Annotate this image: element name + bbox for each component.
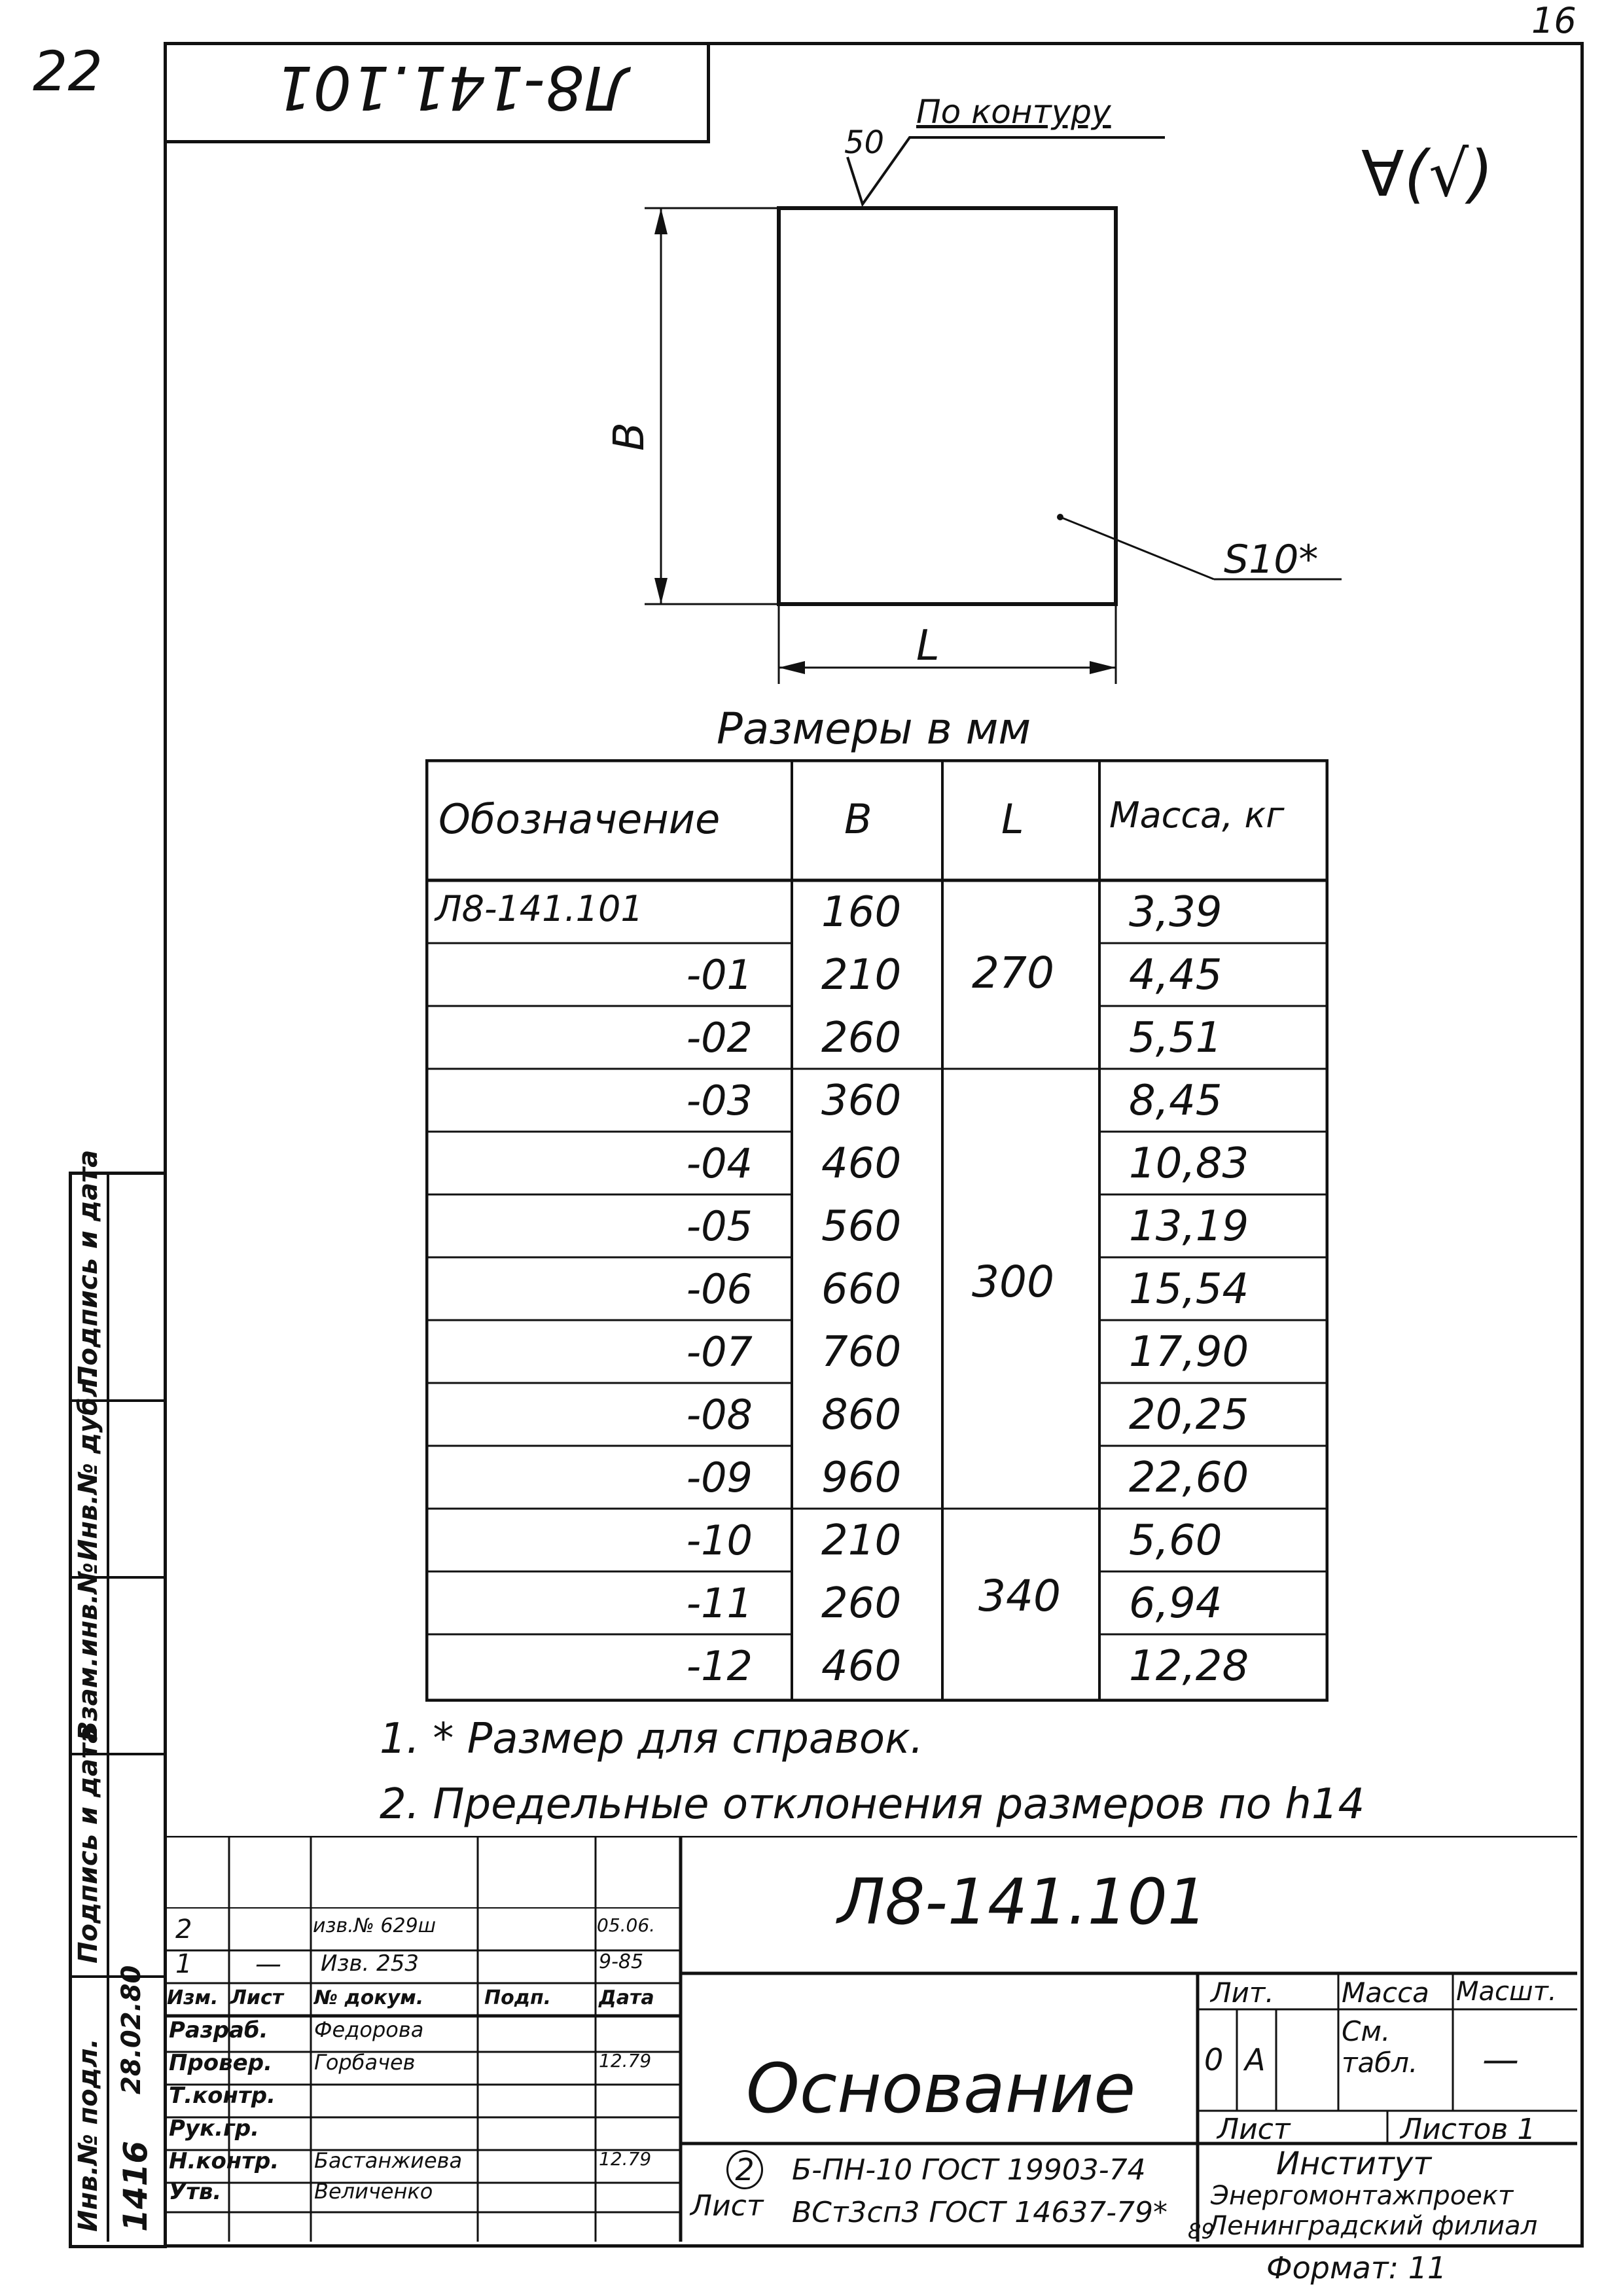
material-line1: Б-ПН-10 ГОСТ 19903-74: [792, 2153, 1146, 2187]
table-cell-mass: 12,28: [1129, 1642, 1249, 1691]
header-designation: Обозначение: [438, 795, 721, 843]
rev-row-1-dash: —: [255, 1949, 281, 1979]
table-cell-designation: -10: [686, 1516, 753, 1564]
side-inv-number: 1416: [116, 2140, 154, 2232]
table-cell-mass: 13,19: [1129, 1202, 1249, 1251]
table-cell-b: 960: [821, 1454, 902, 1502]
header-mass: Масса, кг: [1109, 795, 1285, 836]
table-cell-designation: -11: [686, 1579, 753, 1627]
thickness-label: S10*: [1224, 537, 1319, 583]
l-group-300: 300: [972, 1257, 1054, 1307]
role-label: Рук.гр.: [169, 2115, 260, 2142]
side-sign-date: 28.02.80: [116, 1965, 147, 2094]
table-cell-b: 760: [821, 1328, 902, 1376]
table-cell-designation: -07: [686, 1328, 753, 1376]
rev-header-izm: Изм.: [167, 1986, 219, 2009]
table-cell-designation: -02: [686, 1014, 753, 1062]
roughness-note: По контуру: [916, 93, 1111, 131]
header-l: L: [1001, 795, 1024, 843]
table-cell-designation: -03: [686, 1077, 753, 1124]
rev-row-2-date: 05.06.: [597, 1914, 656, 1936]
table-cell-mass: 4,45: [1129, 951, 1222, 999]
lit-value-1: А: [1245, 2042, 1266, 2077]
sheet-label: Лист: [1217, 2113, 1291, 2146]
table-cell-designation: -05: [686, 1202, 753, 1250]
material-prefix: Лист: [690, 2189, 764, 2223]
roughness-value: 50: [844, 124, 885, 161]
role-label: Провер.: [169, 2050, 272, 2076]
material-suffix: 89: [1188, 2219, 1215, 2244]
rev-header-doc: № докум.: [314, 1986, 424, 2009]
table-cell-mass: 5,51: [1129, 1014, 1222, 1062]
table-cell-b: 860: [821, 1391, 902, 1439]
table-cell-designation: -12: [686, 1642, 753, 1690]
role-date: 12.79: [599, 2148, 652, 2170]
lit-value-0: 0: [1204, 2042, 1224, 2077]
lit-header: Лит.: [1211, 1977, 1274, 2009]
org-line1: Институт: [1276, 2145, 1432, 2182]
table-cell-b: 460: [821, 1139, 902, 1188]
side-label-sign-date: Подпись и дата: [73, 1725, 103, 1964]
rev-row-1-doc: Изв. 253: [321, 1950, 419, 1977]
material-line2: ВСт3сп3 ГОСТ 14637-79*: [792, 2196, 1168, 2229]
role-name: Федорова: [314, 2017, 424, 2042]
side-label-inv: Инв.№ подл.: [73, 2038, 103, 2232]
note-1: 1. * Размер для справок.: [380, 1715, 923, 1763]
l-group-270: 270: [972, 948, 1054, 998]
size-table: [425, 759, 1329, 1702]
top-code-mirrored: Л8-141.101: [275, 52, 630, 122]
side-label-dubl: Инв.№ дубл.: [73, 1368, 103, 1561]
table-cell-mass: 20,25: [1129, 1391, 1249, 1439]
dim-width-label: L: [916, 622, 940, 670]
table-cell-mass: 6,94: [1129, 1579, 1222, 1628]
table-cell-mass: 5,60: [1129, 1516, 1222, 1565]
mass-header: Масса: [1342, 1977, 1429, 2009]
table-cell-b: 260: [821, 1579, 902, 1628]
table-cell-b: 460: [821, 1642, 902, 1691]
sheets-label: Листов 1: [1400, 2113, 1536, 2146]
role-label: Т.контр.: [169, 2083, 276, 2109]
table-cell-mass: 3,39: [1129, 888, 1222, 937]
format-label: Формат: 11: [1266, 2250, 1447, 2286]
note-2: 2. Предельные отклонения размеров по h14: [380, 1780, 1365, 1829]
side-label-vzam: Взам.инв.№: [73, 1562, 103, 1741]
table-cell-designation: -01: [686, 951, 753, 999]
role-name: Величенко: [314, 2179, 433, 2204]
title-name: Основание: [746, 2049, 1136, 2128]
org-line3: Ленинградский филиал: [1207, 2211, 1538, 2241]
roughness-mark: [847, 137, 1165, 204]
org-line2: Энергомонтажпроект: [1211, 2181, 1514, 2211]
rev-row-1-n: 1: [175, 1949, 192, 1979]
role-label: Разраб.: [169, 2017, 268, 2043]
role-label: Н.контр.: [169, 2148, 279, 2174]
table-cell-designation: -09: [686, 1454, 753, 1501]
table-caption: Размеры в мм: [717, 704, 1031, 754]
table-cell-b: 560: [821, 1202, 902, 1251]
role-name: Бастанжиева: [314, 2148, 463, 2173]
rev-row-1-date: 9-85: [599, 1950, 644, 1973]
header-b: B: [844, 795, 872, 843]
table-cell-designation: -06: [686, 1265, 753, 1313]
page-number: 16: [1531, 0, 1577, 41]
plate-drawing: [0, 0, 1623, 720]
scale-value: —: [1482, 2039, 1519, 2081]
plate-outline: [779, 208, 1116, 604]
table-cell-b: 660: [821, 1265, 902, 1314]
rev-header-sign: Подп.: [484, 1986, 552, 2009]
table-cell-b: 160: [821, 888, 902, 937]
table-cell-b: 260: [821, 1014, 902, 1062]
role-date: 12.79: [599, 2050, 652, 2072]
table-cell-b: 210: [821, 1516, 902, 1565]
rev-header-date: Дата: [599, 1986, 654, 2009]
role-label: Утв.: [169, 2179, 222, 2205]
table-cell-mass: 22,60: [1129, 1454, 1249, 1502]
scale-header: Масшт.: [1456, 1977, 1557, 2007]
title-code: Л8-141.101: [838, 1865, 1207, 1939]
table-cell-mass: 10,83: [1129, 1139, 1249, 1188]
table-cell-b: 360: [821, 1077, 902, 1125]
table-cell-designation: Л8-141.101: [435, 888, 643, 929]
thickness-leader: [1060, 517, 1214, 579]
general-roughness-symbol: ∀(√): [1361, 137, 1493, 211]
table-cell-designation: -08: [686, 1391, 753, 1439]
table-cell-mass: 17,90: [1129, 1328, 1249, 1376]
table-cell-designation: -04: [686, 1139, 753, 1187]
material-num: 2: [726, 2150, 763, 2189]
corner-number: 22: [33, 39, 103, 103]
table-cell-b: 210: [821, 951, 902, 999]
rev-row-2-n: 2: [175, 1914, 192, 1945]
side-label-sign-date-top: Подпись и дата: [73, 1149, 103, 1388]
rev-header-list: Лист: [230, 1986, 284, 2009]
mass-value: См. табл.: [1342, 2015, 1418, 2079]
table-cell-mass: 8,45: [1129, 1077, 1222, 1125]
role-name: Горбачев: [314, 2050, 416, 2075]
l-group-340: 340: [978, 1571, 1061, 1621]
table-cell-mass: 15,54: [1129, 1265, 1249, 1314]
rev-row-2-doc: изв.№ 629ш: [313, 1914, 437, 1937]
dim-height-label: B: [605, 422, 654, 451]
